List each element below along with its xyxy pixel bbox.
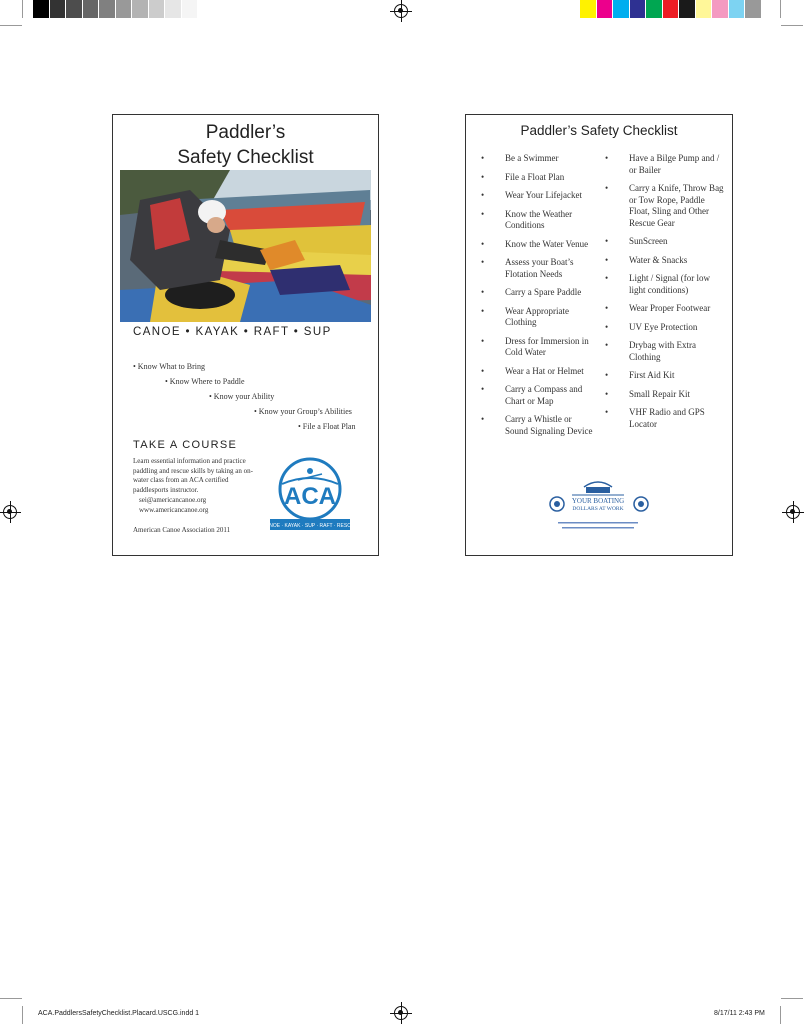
color-swatch [679, 0, 696, 18]
registration-mark-bottom [394, 1006, 408, 1020]
aca-logo-tagline: CANOE · KAYAK · SUP · RAFT · RESCUE [262, 523, 358, 529]
checklist-item: • Be a Swimmer [481, 153, 593, 165]
checklist-item: • First Aid Kit [605, 370, 725, 382]
checklist-item: • Have a Bilge Pump and / or Bailer [605, 153, 725, 176]
checklist-item: • Carry a Whistle or Sound Signaling Device [481, 414, 593, 437]
aca-logo-text: ACA [284, 483, 336, 510]
registration-mark-left [3, 505, 17, 519]
checklist-item: • Carry a Compass and Chart or Map [481, 384, 593, 407]
checklist-item: • Assess your Boat’s Flotation Needs [481, 257, 593, 280]
contact-website: www.americancanoe.org [139, 505, 209, 514]
color-swatch [712, 0, 729, 18]
page-title: Paddler’s Safety Checklist [177, 122, 314, 168]
checklist-item: • Know the Water Venue [481, 239, 593, 251]
crop-mark [0, 25, 22, 26]
checklist-item: • Carry a Knife, Throw Bag or Tow Rope, Paddle Float, Sling and Other Rescue Gear [605, 183, 725, 229]
color-swatch [646, 0, 663, 18]
checklist-title: Paddler’s Safety Checklist [520, 123, 678, 138]
crop-mark [0, 998, 22, 999]
aca-logo [262, 458, 358, 530]
gray-swatch [66, 0, 83, 18]
bullet-file-float-plan: • File a Float Plan [298, 422, 356, 431]
color-swatch [613, 0, 630, 18]
contact-email: sei@americancanoe.org [139, 496, 207, 504]
color-swatch [745, 0, 762, 18]
checklist-item: • Wear Proper Footwear [605, 303, 725, 315]
crop-mark [781, 25, 803, 26]
crop-mark [22, 1006, 23, 1024]
gray-swatch [165, 0, 182, 18]
checklist-item: • UV Eye Protection [605, 322, 725, 334]
color-swatch [630, 0, 647, 18]
crop-mark [22, 0, 23, 18]
checklist-item: • Water & Snacks [605, 255, 725, 267]
checklist-item: • Drybag with Extra Clothing [605, 340, 725, 363]
bullet-know-your-ability: • Know your Ability [209, 392, 275, 401]
bullet-know-where-to-paddle: • Know Where to Paddle [165, 377, 245, 386]
boating-dollars-line2: DOLLARS AT WORK [572, 506, 624, 512]
checklist-item: • Wear Your Lifejacket [481, 190, 593, 202]
grayscale-control-bar [33, 0, 198, 18]
gray-swatch [132, 0, 149, 18]
front-placard [112, 114, 379, 556]
registration-mark-right [786, 505, 800, 519]
color-control-bar [580, 0, 762, 18]
bullet-know-group-abilities: • Know your Group’s Abilities [254, 407, 352, 416]
color-swatch [729, 0, 746, 18]
checklist-item: • VHF Radio and GPS Locator [605, 407, 725, 430]
checklist-item: • Carry a Spare Paddle [481, 287, 593, 299]
bullet-know-what-to-bring: • Know What to Bring [133, 362, 205, 371]
crop-mark [781, 998, 803, 999]
gray-swatch [33, 0, 50, 18]
gray-swatch [50, 0, 67, 18]
course-description: Learn essential information and practice paddling and rescue skills by taking an on-water class from an ACA certified paddlesports instructor. [133, 457, 253, 494]
copyright: American Canoe Association 2011 [133, 526, 231, 534]
take-a-course-heading: TAKE A COURSE [133, 439, 238, 451]
checklist-item: • SunScreen [605, 236, 725, 248]
gray-swatch [149, 0, 166, 18]
gray-swatch [83, 0, 100, 18]
crop-mark [780, 0, 781, 18]
gray-swatch [182, 0, 199, 18]
gray-swatch [116, 0, 133, 18]
file-slug: ACA.PaddlersSafetyChecklist.Placard.USCG.indd 1 [38, 1010, 200, 1017]
checklist-column-2 [605, 153, 725, 437]
boating-dollars-line1: YOUR BOATING [571, 497, 625, 505]
color-swatch [696, 0, 713, 18]
checklist-item: • Small Repair Kit [605, 389, 725, 401]
registration-mark-top [394, 4, 408, 18]
gray-swatch [99, 0, 116, 18]
color-swatch [580, 0, 597, 18]
checklist-item: • Dress for Immersion in Cold Water [481, 336, 593, 359]
color-swatch [663, 0, 680, 18]
kayak-photo [120, 170, 371, 322]
checklist-item: • Light / Signal (for low light conditions) [605, 273, 725, 296]
crop-mark [780, 1006, 781, 1024]
boating-dollars-logo [548, 477, 648, 547]
color-swatch [597, 0, 614, 18]
activities-banner: CANOE • KAYAK • RAFT • SUP [133, 326, 332, 338]
checklist-item: • Wear a Hat or Helmet [481, 366, 593, 378]
checklist-placard [465, 114, 733, 556]
contact-info [139, 496, 208, 515]
checklist-column-1 [481, 153, 593, 444]
checklist-item: • Know the Weather Conditions [481, 209, 593, 232]
checklist-item: • File a Float Plan [481, 172, 593, 184]
checklist-item: • Wear Appropriate Clothing [481, 306, 593, 329]
print-timestamp: 8/17/11 2:43 PM [714, 1010, 765, 1017]
